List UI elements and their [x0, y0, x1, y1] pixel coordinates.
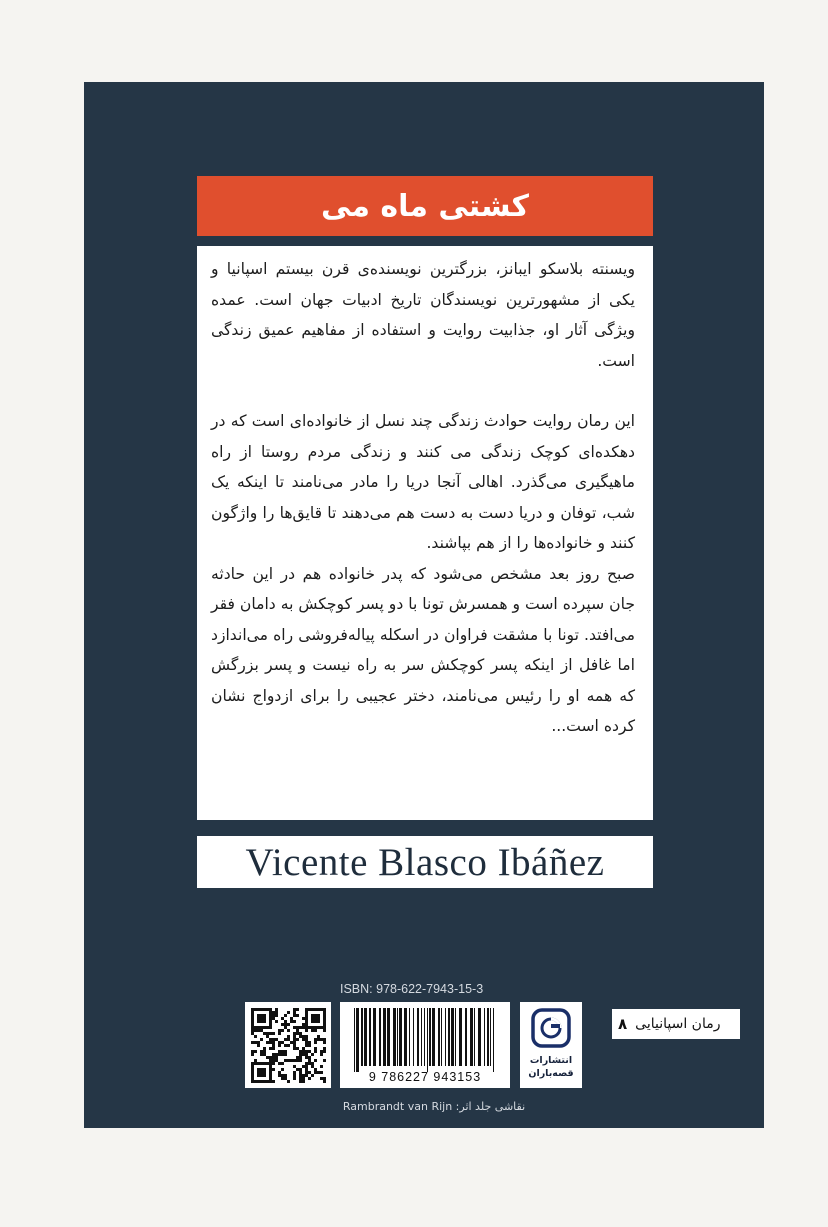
publisher-name-line2: قصه‌باران: [528, 1068, 574, 1079]
publisher-logo-icon: [520, 1002, 582, 1054]
barcode-digits: 9 786227 943153: [368, 1070, 482, 1084]
series-label: رمان اسپانیایی: [635, 1016, 721, 1032]
book-title: کشتی ماه می: [321, 188, 529, 224]
author-name-box: [197, 836, 653, 888]
book-title-band: [197, 176, 653, 236]
cover-art-credit: نقاشی جلد اثر: Rambrandt van Rijn: [342, 1100, 526, 1113]
synopsis-paragraph-plot: این رمان روایت حوادث زندگی چند نسل از خانواده‌ای است که در دهکده‌ای کوچک زندگی می کنند و زندگی مردم روستا از راه ماهیگیری می‌گذرد. اهالی آنجا دریا را مادر می‌نامند تا اینکه یک شب، توفان و دریا دست به دست هم می‌دهند تا قایق‌ها را واژگون کنند و خانواده‌ها را از هم بپاشند.: [211, 412, 635, 552]
author-name: Vicente Blasco Ibáñez: [245, 840, 605, 884]
series-label-box: [612, 1009, 740, 1039]
publisher-name: [520, 1054, 582, 1080]
publisher-logo: [520, 1002, 582, 1088]
synopsis-panel: [197, 246, 653, 820]
qr-code-icon: [245, 1002, 331, 1088]
barcode-icon: [340, 1002, 510, 1088]
isbn-text: ISBN: 978-622-7943-15-3: [340, 982, 484, 996]
back-cover: [84, 82, 764, 1128]
synopsis-paragraph-author: ویسنته بلاسکو ایبانز، بزرگترین نویسنده‌ی قرن بیستم اسپانیا و یکی از مشهورترین نویسندگان تاریخ ادبیات جهان است. عمده ویژگی آثار او، جذابیت روایت و استفاده از مفاهیم عمیق زندگی است.: [211, 260, 635, 370]
synopsis-paragraph-continuation: صبح روز بعد مشخص می‌شود که پدر خانواده هم در این حادثه جان سپرده است و همسرش تونا با دو پسر کوچکش به دامان فقر می‌افتد. تونا با مشقت فراوان در اسکله پیاله‌فروشی راه می‌اندازد اما غافل از اینکه پسر کوچکش سر به راه نیست و پسر بزرگش که همه او را رئیس می‌نامند، دختر عجیبی را برای ازدواج نشان کرده است...: [211, 564, 635, 735]
series-number: ۸: [618, 1015, 628, 1033]
publisher-name-line1: انتشارات: [529, 1055, 573, 1066]
